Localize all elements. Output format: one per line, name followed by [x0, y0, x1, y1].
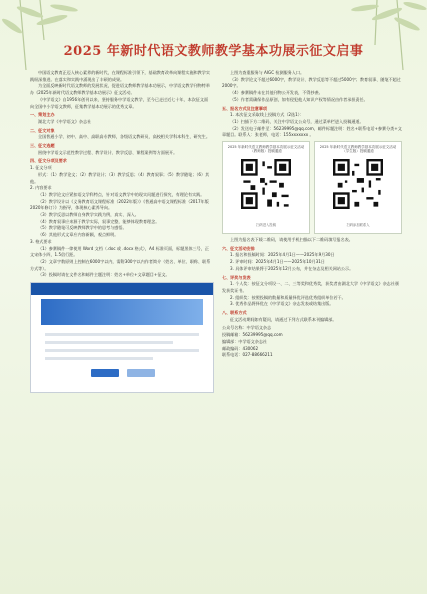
section-text: （5）作者需确保作品原创，如有侵犯他人知识产权等情况由作者承担责任。 [230, 96, 368, 102]
section-text: （2）发送电子邮件至：56239995@qq.com，邮件标题注明：姓名+联系电话+参赛分类+文章题目。联系人：张老师，电话：155xxxxxxx 。 [222, 125, 402, 138]
qr-subtext: 扫码添加联系人 [346, 223, 370, 228]
section-text: 1. 本次征文采取线上投稿方式（2选1）： [230, 112, 304, 118]
intro-paragraph: 中国语文教育正迈入核心素养的新时代，在课程标准引领下，基础教育改革向课程实施和教学实践纵深推进。在落实和实践中涌现出了丰硕的成果。 [30, 70, 210, 82]
section-text: （2）教学设计以《义务教育语文课程标准（2022年版）》《普通高中语文课程标准（2017年版2020年修订）》为指导，体现核心素养导向。 [30, 198, 209, 211]
section-heading-registration: 五、报名方式及注意事项 [222, 105, 268, 111]
contact-phone: 联系电话：027-88666211 [222, 352, 273, 358]
qr-subtext: 扫码进入投稿 [256, 223, 276, 228]
qr-caption: 2025 年新时代语文教师教学基本功展示征文活动（教师版）投稿通道 [227, 145, 305, 154]
section-text: （3）教学反思以教师自身教学实践为例，真实、深入。 [38, 212, 139, 218]
section-text: 1. 报名和投稿时间：2025年4月1日——2025年9月30日 [230, 252, 335, 258]
screenshot-button [127, 369, 155, 377]
contact-block [222, 325, 402, 359]
screenshot-banner [41, 299, 203, 325]
section-heading-audience: 二、征文对象 [30, 127, 55, 133]
section-text: （2）文章字数原则上控制在6000字以内，需附300字以内作者简介（姓名、单位、职称、联系方式等）。 [30, 258, 211, 271]
contact-line: 编辑部：中学语文杂志社 [222, 338, 268, 344]
section-text: 湖北大学《中学语文》杂志社 [38, 118, 92, 124]
section-heading-categories: 四、征文分项及要求 [30, 158, 67, 164]
page-title: 2025 年新时代语文教师教学基本功展示征文启事 [63, 44, 364, 59]
subheading: 2. 内容要求 [30, 185, 52, 191]
section-text: （4）教育叙事应来源于教学实际，叙事完整，能够体现教育理念。 [38, 218, 160, 224]
section-text: 3. 具体评审结果将于2025年12月公布，并在杂志及相关网站公示。 [230, 265, 354, 271]
section-text: 2. 组织奖：按照投稿的数量和质量择优评选优秀组织单位若干。 [230, 294, 346, 300]
section-text: 3. 优秀作品将择优在《中学语文》杂志发表或结集出版。 [230, 301, 334, 307]
bamboo-decoration-right [307, 0, 427, 70]
section-text: （1）参赛稿件一律使用 Word 文档（.doc 或 .docx 格式），A4 标准页面，标题黑体三号，正文宋体小四，1.5倍行距。 [30, 245, 209, 258]
section-text: 征文活动期间如有疑问，请通过下列方式联系本刊编辑部。 [230, 316, 337, 322]
contact-email[interactable]: 投稿邮箱：56239995@qq.com [222, 332, 283, 338]
subheading: 1. 征文分项 [30, 165, 52, 171]
section-heading-awards: 七、评奖与发表 [222, 274, 251, 280]
left-column [30, 70, 212, 396]
bamboo-decoration-left [0, 0, 110, 70]
qr-card-student [314, 141, 402, 234]
section-heading-schedule: 六、征文活动安排 [222, 245, 255, 251]
section-text: 1. 个人奖：按征文分项设一、二、三等奖和优秀奖，获奖者由湖北大学《中学语文》杂志社颁发获奖证书。 [222, 281, 399, 293]
section-text: 形式：（1）教学论文；（2）教学设计；（3）教学反思；（4）教育叙事；（5）教学随笔；（6）其他。 [30, 171, 210, 184]
section-text: （1）扫描下方二维码，关注中学语文公众号，通过菜单栏进入投稿通道。 [230, 118, 364, 124]
qr-code-panel [222, 141, 402, 234]
website-screenshot-image [30, 282, 214, 393]
right-column [222, 70, 402, 359]
section-heading-contact: 八、联系方式 [222, 310, 247, 316]
subheading: 3. 格式要求 [30, 238, 52, 244]
qr-code-icon[interactable] [333, 159, 383, 209]
intro-paragraph: 《中学语文》自1956年创刊以来，坚持服务中学语文教学，至今已走过近七十年，本次征文面向全国中小学语文教师，征集教学基本功展示的优秀文章。 [30, 96, 209, 109]
intro-paragraph: 为全面反映新时代语文教师的发展状况，促进语文教师教学基本功展示，中学语文教学刊物特举办《2025年新时代语文教师教学基本功展示》征文活动。 [30, 83, 210, 96]
section-text: 上图为报名表下载二维码，请使用手机扫描以下二维码填写报名表。 [230, 237, 353, 243]
section-text: （5）教学随笔可反映教师教学中的思考与感悟。 [38, 225, 127, 231]
contact-line: 邮政编码：430062 [222, 345, 259, 351]
qr-code-icon[interactable] [241, 159, 291, 209]
section-text: （3）教学论文不超过6000字，教学设计、教学反思等不超过5000字；教育叙事、随笔不超过2000字。 [222, 76, 401, 89]
section-text: 全国普通小学、初中、高中、高职高专教师，各级语文教研员，高校相关学科本科生、研究生。 [38, 134, 210, 140]
section-text: 围绕中学语文示范性教学过程、教学设计、教学反思、课程案例等方面展开。 [38, 149, 178, 155]
section-heading-organizer: 一、策划主办 [30, 112, 55, 118]
section-text: （4）参赛稿件未在其他刊物公开发表，不得抄袭。 [230, 90, 323, 96]
section-text: 上图为查重服务与 AIGC 检测服务入口。 [230, 70, 305, 75]
qr-caption: 2025 年新时代语文教师教学基本功展示征文活动（学生版）投稿通道 [319, 145, 397, 154]
qr-card-teacher [222, 141, 310, 234]
screenshot-header-bar [31, 283, 213, 295]
section-heading-topic: 三、征文选题 [30, 143, 55, 149]
contact-line: 公众号名称：中学语文杂志 [222, 325, 272, 331]
section-text: （3）投稿时请在文件名和邮件主题注明：姓名+单位+文章题目+征文。 [38, 272, 170, 278]
section-text: （1）教学论文应紧扣语文学科特点，针对语文教学中的现实问题进行探究，有理论有实践。 [38, 191, 205, 197]
screenshot-button [91, 369, 119, 377]
section-text: （6）其他形式文章应内容新颖，观点鲜明。 [38, 232, 119, 238]
section-text: 2. 评审时间：2025年4月1日——2025年10月31日 [230, 259, 325, 265]
